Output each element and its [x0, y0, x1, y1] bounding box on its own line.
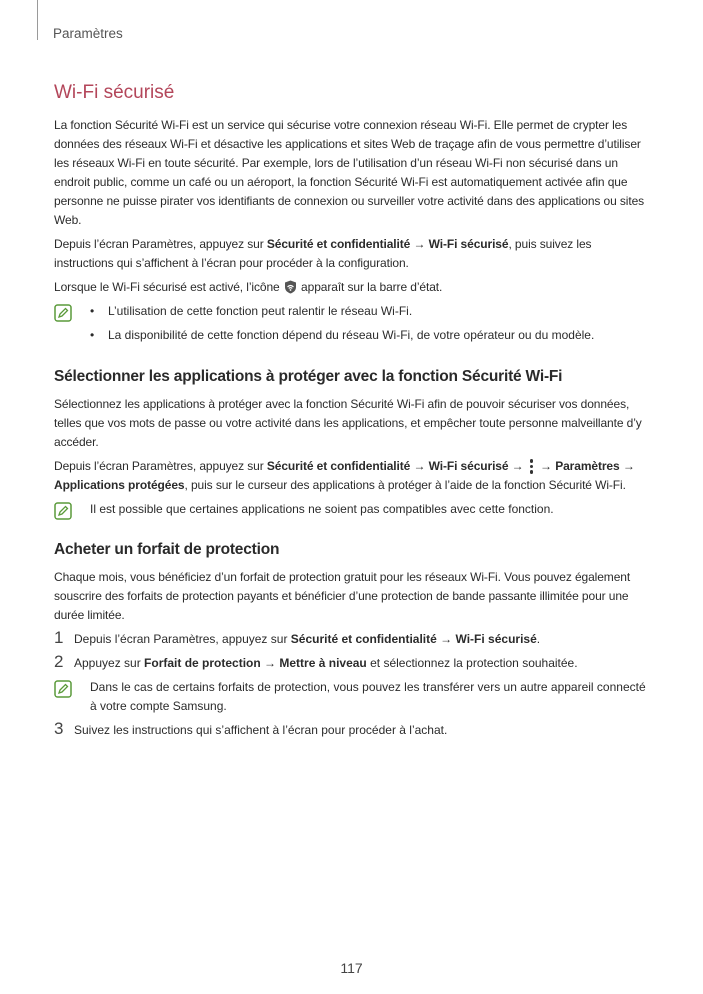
- step-1: 1 Depuis l’écran Paramètres, appuyez sur Sécurité et confidentialité → Wi-Fi sécurisé.: [54, 628, 541, 647]
- note-item: • La disponibilité de cette fonction dépend du réseau Wi-Fi, de votre opérateur ou du modèle.: [90, 328, 595, 342]
- section-title-buy-plan: Acheter un forfait de protection: [54, 541, 280, 558]
- secure-wifi-shield-icon: [284, 280, 297, 294]
- page-content: [54, 82, 650, 745]
- header-rule: [37, 0, 38, 40]
- intro-paragraph: La fonction Sécurité Wi-Fi est un service qui sécurise votre connexion réseau Wi-Fi. Elle permet de crypter les données des réseaux Wi-Fi et désactive les applications et sites Web de traçage afin de vous permettre d’utiliser les réseaux Wi-Fi en toute sécurité. Par exemple, lors de l’utilisation d’un réseau Wi-Fi non sécurisé dans un endroit public, comme un café ou un aéroport, la fonction Sécurité Wi-Fi est automatiquement activée afin que personne ne puisse pirater vos identifiants de connexion ou surveiller votre activité dans des applications ou sites Web.: [54, 118, 645, 227]
- section-title-secure-wifi: Wi-Fi sécurisé: [54, 82, 175, 103]
- page-number: 117: [340, 960, 363, 976]
- note-icon: [54, 304, 72, 322]
- menu-path-security: Sécurité et confidentialité: [266, 237, 411, 251]
- menu-path-secure-wifi: Wi-Fi sécurisé: [428, 237, 509, 251]
- section-title-select-apps: Sélectionner les applications à protéger avec la fonction Sécurité Wi-Fi: [54, 368, 563, 385]
- note-icon: [54, 680, 72, 698]
- note-list: [54, 302, 650, 345]
- select-apps-steps: Depuis l’écran Paramètres, appuyez sur Sécurité et confidentialité → Wi-Fi sécurisé → → Paramètres → Applications protégées, puis sur le curseur des applications à protéger à l’aide de la fonction Sécurité Wi-Fi.: [54, 459, 635, 492]
- step-3: 3 Suivez les instructions qui s’affichent à l’écran pour procéder à l’achat.: [54, 719, 448, 738]
- buy-plan-paragraph: Chaque mois, vous bénéficiez d’un forfait de protection gratuit pour les réseaux Wi-Fi. Vous pouvez également souscrire des forfaits de protection payants et bénéficier d’une protection de bande passante illimitée pour une durée limitée.: [54, 570, 631, 622]
- step-2: 2 Appuyez sur Forfait de protection → Mettre à niveau et sélectionnez la protection souhaitée.: [54, 652, 578, 671]
- note-block: [54, 678, 650, 716]
- note-text: Dans le cas de certains forfaits de protection, vous pouvez les transférer vers un autre appareil connecté à votre compte Samsung.: [90, 680, 646, 713]
- note-block: [54, 302, 650, 345]
- note-text: Il est possible que certaines applications ne soient pas compatibles avec cette fonction.: [90, 502, 554, 516]
- setup-paragraph: Depuis l’écran Paramètres, appuyez sur Sécurité et confidentialité → Wi-Fi sécurisé, puis suivez les instructions qui s’affichent à l’écran pour procéder à la configuration.: [54, 237, 592, 270]
- note-item: • L’utilisation de cette fonction peut ralentir le réseau Wi-Fi.: [90, 304, 413, 318]
- more-options-icon: [529, 459, 535, 474]
- status-icon-paragraph: Lorsque le Wi-Fi sécurisé est activé, l’icône apparaît sur la barre d’état.: [54, 280, 443, 294]
- note-block: [54, 500, 650, 519]
- select-apps-paragraph: Sélectionnez les applications à protéger avec la fonction Sécurité Wi-Fi afin de pouvoir sécuriser vos données, telles que vos mots de passe ou votre activité dans les applications, et empêcher toute personne malveillante d’y accéder.: [54, 397, 642, 449]
- running-header: Paramètres: [53, 26, 123, 41]
- note-icon: [54, 502, 72, 520]
